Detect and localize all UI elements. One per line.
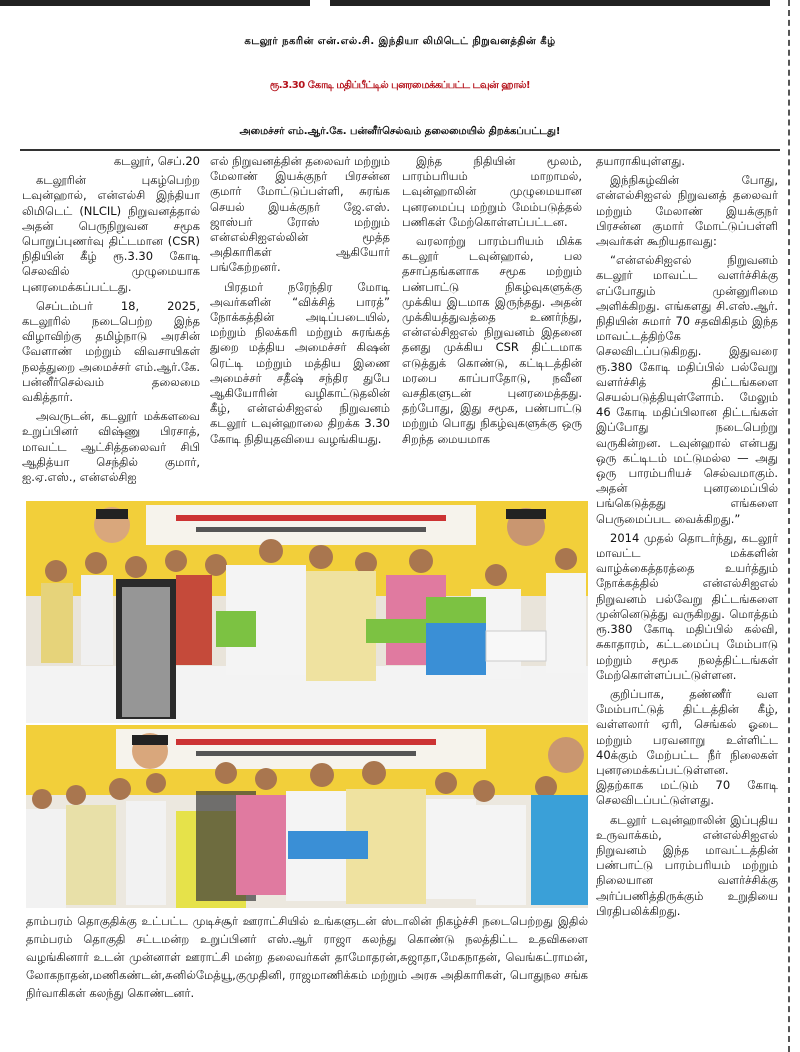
page-edge-dashed-line — [788, 0, 790, 1052]
article-paragraph: பிரதமர் நரேந்திர மோடி அவர்களின் “விக்சித் பாரத்” நோக்கத்தின் அடிப்படையில், மற்றும் நிலக்கரி மற்றும் சுரங்கத் துறை மத்திய அமைச்சர் கிஷன் ரெட்டி மற்றும் மத்திய இணை அமைச்சர் சதீஷ் சந்திர துபே ஆகியோரின் வழிகாட்டுதலின் கீழ், என்எல்சிஐஎல் நிறுவனம் கடலூர் டவுன்ஹாலை திறக்க 3.30 கோடி நிதியுதவியை வழங்கியது. — [210, 279, 390, 446]
article-quote: “என்எல்சிஐஎல் நிறுவனம் கடலூர் மாவட்ட வளர்ச்சிக்கு எப்போதும் முன்னுரிமை அளிக்கிறது. எங்களது சி.எஸ்.ஆர். நிதியின் சுமார் 70 சதவிகிதம் இந்த மாவட்டத்திற்கே செலவிடப்படுகிறது. இதுவரை ரூ.380 கோடி மதிப்பில் பல்வேறு வளர்ச்சித் திட்டங்களை செயல்படுத்தியுள்ளோம். மேலும் 46 கோடி மதிப்பிலான திட்டங்கள் இப்போது நடைபெற்று வருகின்றன. டவுன்ஹால் என்பது ஒரு கட்டிடம் மட்டுமல்ல — அது ஒரு பாரம்பரியச் செல்வமாகும். அதன் புனரமைப்பில் பங்கெடுத்தது எங்களை பெருமைப்பட வைக்கிறது.” — [596, 253, 778, 526]
headline-sub: அமைச்சர் எம்.ஆர்.கே. பன்னீர்செல்வம் தலைமையில் திறக்கப்பட்டது! — [239, 126, 561, 137]
headline-rule — [20, 149, 780, 151]
article-column-1 — [22, 154, 200, 489]
event-photo-bottom — [26, 725, 588, 908]
top-border-segment — [0, 0, 310, 6]
article-paragraph: கடலூர் டவுன்ஹாலின் இப்புதிய உருவாக்கம், என்எல்சிஐஎல் நிறுவனம் இந்த மாவட்டத்தின் பண்பாட்டு பாரம்பரியம் மற்றும் நிலையான வளர்ச்சிக்கு அர்ப்பணித்திருக்கும் உறுதியை பிரதிபலிக்கிறது. — [596, 812, 778, 918]
article-paragraph: இந்த நிதியின் மூலம், பாரம்பரியம் மாறாமல், டவுன்ஹாலின் முழுமையான புனரமைப்பு மற்றும் மேம்படுத்தல் பணிகள் மேற்கொள்ளப்பட்டன. — [402, 154, 582, 229]
headline-kicker: கடலூர் நகரின் என்.எல்.சி. இந்தியா லிமிடெட் நிறுவனத்தின் கீழ் — [244, 36, 556, 47]
article-paragraph: கடலூரின் புகழ்பெற்ற டவுன்ஹால், என்எல்சி இந்தியா லிமிடெட் (NLCIL) நிறுவனத்தால் அதன் பெருநிறுவன சமூக பொறுப்புணர்வு திட்டமான (CSR) நிதியின் கீழ் ரூ.3.30 கோடி செலவில் முழுமையாக புனரமைக்கப்பட்டது. — [22, 173, 200, 294]
article-column-3 — [402, 154, 582, 451]
article-paragraph: அவருடன், கடலூர் மக்களவை உறுப்பினர் விஷ்ணு பிரசாத், மாவட்ட ஆட்சித்தலைவர் சிபி ஆதித்யா செந்தில் குமார், ஐ.ஏ.எஸ்., என்எல்சிஐ — [22, 409, 200, 485]
article-paragraph: இந்நிகழ்வின் போது, என்எல்சிஐஎல் நிறுவனத் தலைவர் மற்றும் மேலாண் இயக்குநர் பிரசன்ன குமார் மோட்டுப்பள்ளி அவர்கள் கூறியதாவது: — [596, 173, 778, 249]
event-photo-top — [26, 501, 588, 723]
article-paragraph: குறிப்பாக, தண்ணீர் வள மேம்பாட்டுத் திட்டத்தின் கீழ், வள்ளலார் ஏரி, செங்கல் ஓடை மற்றும் பரவனாறு உள்ளிட்ட 40க்கும் மேற்பட்ட நீர் நிலைகள் புனரமைக்கப்பட்டுள்ளன. இதற்காக மட்டும் 70 கோடி செலவிடப்பட்டுள்ளது. — [596, 686, 778, 808]
headline-main: ரூ.3.30 கோடி மதிப்பீட்டில் புனரமைக்கப்பட்ட டவுன் ஹால்! — [269, 80, 531, 91]
article-paragraph: 2014 முதல் தொடர்ந்து, கடலூர் மாவட்ட மக்களின் வாழ்க்கைத்தரத்தை உயர்த்தும் நோக்கத்தில் என்எல்சிஐஎல் நிறுவனம் பல்வேறு திட்டங்களை முன்னெடுத்து வருகிறது. மொத்தம் ரூ.380 கோடி மதிப்பில் கல்வி, சுகாதாரம், கட்டமைப்பு மேம்பாடு மற்றும் சமூக நலத்திட்டங்கள் மேற்கொள்ளப்பட்டுள்ளன. — [596, 530, 778, 682]
article-paragraph: வரலாற்று பாரம்பரியம் மிக்க கடலூர் டவுன்ஹால், பல தசாப்தங்களாக சமூக மற்றும் பண்பாட்டு நிகழ்வுகளுக்கு முக்கிய இடமாக இருந்தது. அதன் முக்கியத்துவத்தை உணர்ந்து, என்எல்சிஐஎல் நிறுவனம் இதனை தனது முக்கிய CSR திட்டமாக எடுத்துக் கொண்டு, கட்டிடத்தின் மரபை காப்பாதோடு, நவீன வசதிகளுடன் புனரமைத்தது. தற்போது, இது சமூக, பண்பாட்டு மற்றும் பொது நிகழ்வுகளுக்கு ஒரு சிறந்த மையமாக — [402, 234, 582, 446]
dateline: கடலூர், செப்.20 — [113, 154, 200, 168]
article-column-2 — [210, 154, 390, 451]
photo-caption: தாம்பரம் தொகுதிக்கு உட்பட்ட முடிச்சூர் ஊராட்சியில் உங்களுடன் ஸ்டாலின் நிகழ்ச்சி நடைபெற்றது இதில் தாம்பரம் தொகுதி சட்டமன்ற உறுப்பினர் எஸ்.ஆர் ராஜா கலந்து கொண்டு நலத்திட்ட உதவிகளை வழங்கினார் உடன் முன்னாள் ஊராட்சி மன்ற தலைவர்கள் தாமோதரன்,சுஜாதா,மேகநாதன், வெங்கட்ராமன், லோகநாதன்,மணிகண்டன்,சுனில்மேத்யூ,குமுதினி, ராஜமாணிக்கம் மற்றும் அரசு அதிகாரிகள், பொதுநல சங்க நிர்வாகிகள் கலந்து கொண்டனர். — [26, 914, 588, 1000]
article-paragraph: தயாராகியுள்ளது. — [596, 154, 685, 168]
article-paragraph: எல் நிறுவனத்தின் தலைவர் மற்றும் மேலாண் இயக்குநர் பிரசன்ன குமார் மோட்டுப்பள்ளி, சுரங்க செயல் இயக்குநர் ஜே.எஸ். ஜாஸ்பர் ரோஸ் மற்றும் என்எல்சிஐஎல்லின் மூத்த அதிகாரிகள் ஆகியோர் பங்கேற்றனர். — [210, 154, 390, 275]
article-paragraph: செப்டம்பர் 18, 2025, கடலூரில் நடைபெற்ற இந்த விழாவிற்கு தமிழ்நாடு அரசின் வேளாண் மற்றும் விவசாயிகள் நலத்துறை அமைச்சர் எம்.ஆர்.கே. பன்னீர்செல்வம் தலைமை வகித்தார். — [22, 298, 200, 405]
top-border-segment — [330, 0, 770, 6]
article-column-4 — [596, 154, 778, 923]
top-border-strip — [0, 0, 800, 14]
